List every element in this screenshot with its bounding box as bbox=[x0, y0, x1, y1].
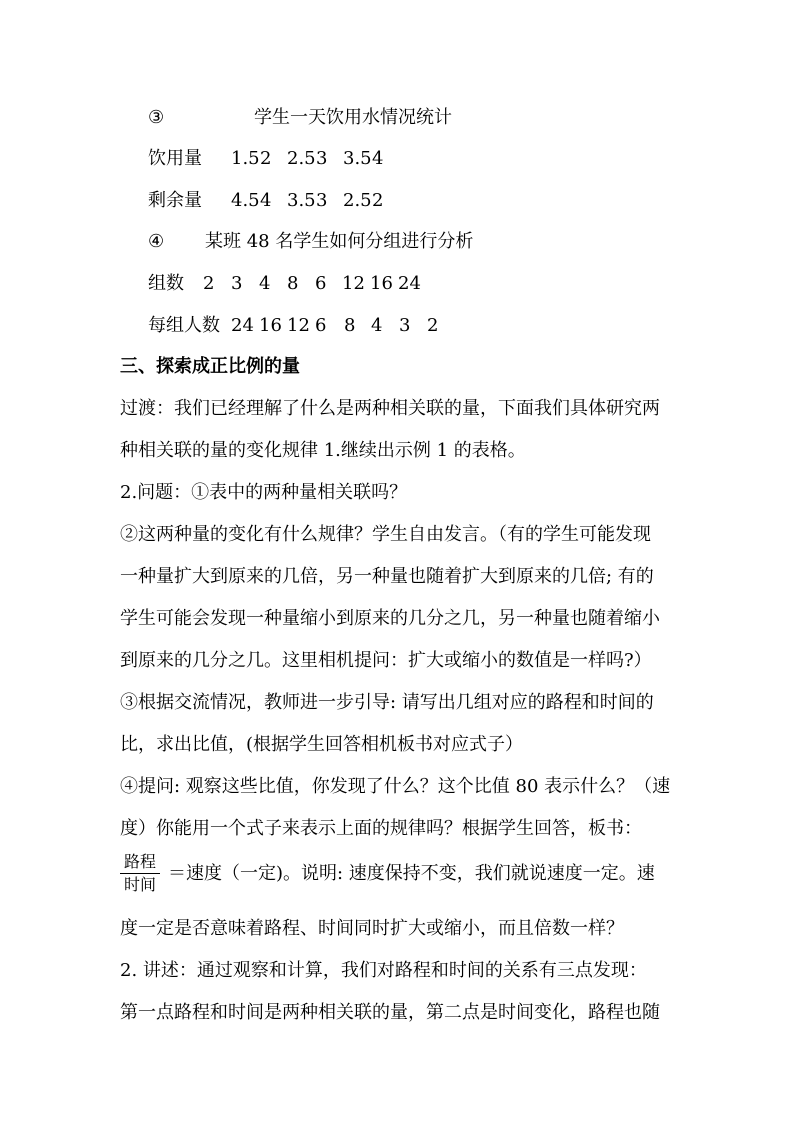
paragraph-line: ③根据交流情况，教师进一步引导: 请写出几组对应的路程和时间的 bbox=[120, 692, 654, 713]
paragraph-line: ②这两种量的变化有什么规律？学生自由发言。（有的学生可能发现 bbox=[120, 524, 651, 545]
table3-row2-cell: 4.5 bbox=[231, 190, 260, 211]
table4-row1-cell: 4 bbox=[259, 273, 271, 294]
table4-row1-label: 组数 bbox=[148, 273, 184, 294]
table4-row1-cell: 12 bbox=[342, 273, 365, 294]
table3-row1-cell: 3 bbox=[316, 148, 328, 169]
paragraph-line: ＝速度（一定)。说明: 速度保持不变，我们就说速度一定。速 bbox=[168, 863, 655, 884]
paragraph-line: 度）你能用一个式子来表示上面的规律吗？根据学生回答，板书： bbox=[120, 818, 642, 839]
table4-row2-cell: 3 bbox=[399, 315, 411, 336]
table3-marker: ③ bbox=[148, 107, 165, 128]
table3-row1-cell: 1.5 bbox=[231, 148, 260, 169]
table3-title: 学生一天饮用水情况统计 bbox=[254, 107, 452, 128]
paragraph-line: 度一定是否意味着路程、时间同时扩大或缩小，而且倍数一样？ bbox=[120, 918, 624, 939]
fraction-denominator: 时间 bbox=[123, 875, 156, 894]
table3-row2-cell: 2 bbox=[372, 190, 384, 211]
table4-row2-cell: 16 bbox=[259, 315, 282, 336]
paragraph-line: 过渡：我们已经理解了什么是两种相关联的量，下面我们具体研究两 bbox=[120, 398, 660, 419]
table3-row2-cell: 3.5 bbox=[287, 190, 316, 211]
paragraph-line: 到原来的几分之几。这里相机提问：扩大或缩小的数值是一样吗?） bbox=[120, 650, 652, 671]
table4-row2-cell: 6 bbox=[315, 315, 327, 336]
table4-row1-cell: 2 bbox=[203, 273, 215, 294]
table4-row2-label: 每组人数 bbox=[148, 315, 220, 336]
table3-row1-cell: 4 bbox=[372, 148, 384, 169]
table4-row1-cell: 6 bbox=[315, 273, 327, 294]
table3-row1-cell: 2 bbox=[260, 148, 272, 169]
table3-row2-cell: 4 bbox=[260, 190, 272, 211]
table4-row1-cell: 24 bbox=[398, 273, 421, 294]
fraction-numerator: 路程 bbox=[120, 852, 160, 874]
table3-row1-cell: 2.5 bbox=[287, 148, 316, 169]
table4-row2-cell: 4 bbox=[371, 315, 383, 336]
table4-row1-cell: 3 bbox=[231, 273, 243, 294]
table4-row1-cell: 8 bbox=[287, 273, 299, 294]
table4-row2-cell: 8 bbox=[344, 315, 356, 336]
paragraph-line: 比，求出比值，(根据学生回答相机板书对应式子） bbox=[120, 734, 524, 755]
section-heading: 三、探索成正比例的量 bbox=[120, 356, 300, 377]
fraction-distance-over-time bbox=[120, 852, 160, 895]
table3-row2-cell: 2.5 bbox=[343, 190, 372, 211]
table4-title: 某班 48 名学生如何分组进行分析 bbox=[205, 231, 474, 252]
paragraph-line: 学生可能会发现一种量缩小到原来的几分之几，另一种量也随着缩小 bbox=[120, 608, 660, 629]
table4-row2-cell: 12 bbox=[287, 315, 310, 336]
table4-row1-cell: 16 bbox=[370, 273, 393, 294]
table3-row1-label: 饮用量 bbox=[148, 148, 202, 169]
paragraph-line: 2. 讲述：通过观察和计算，我们对路程和时间的关系有三点发现： bbox=[120, 960, 647, 981]
paragraph-line: ④提问: 观察这些比值，你发现了什么？这个比值 80 表示什么？（速 bbox=[120, 776, 671, 797]
paragraph-line: 种相关联的量的变化规律 1.继续出示例 1 的表格。 bbox=[120, 440, 526, 461]
paragraph-line: 2.问题：①表中的两种量相关联吗？ bbox=[120, 482, 408, 503]
table4-marker: ④ bbox=[148, 231, 165, 252]
table4-row2-cell: 2 bbox=[427, 315, 439, 336]
table3-row2-label: 剩余量 bbox=[148, 190, 202, 211]
table4-row2-cell: 24 bbox=[231, 315, 254, 336]
table3-row2-cell: 3 bbox=[316, 190, 328, 211]
paragraph-line: 第一点路程和时间是两种相关联的量，第二点是时间变化，路程也随 bbox=[120, 1002, 660, 1023]
table3-row1-cell: 3.5 bbox=[343, 148, 372, 169]
paragraph-line: 一种量扩大到原来的几倍，另一种量也随着扩大到原来的几倍; 有的 bbox=[120, 566, 654, 587]
